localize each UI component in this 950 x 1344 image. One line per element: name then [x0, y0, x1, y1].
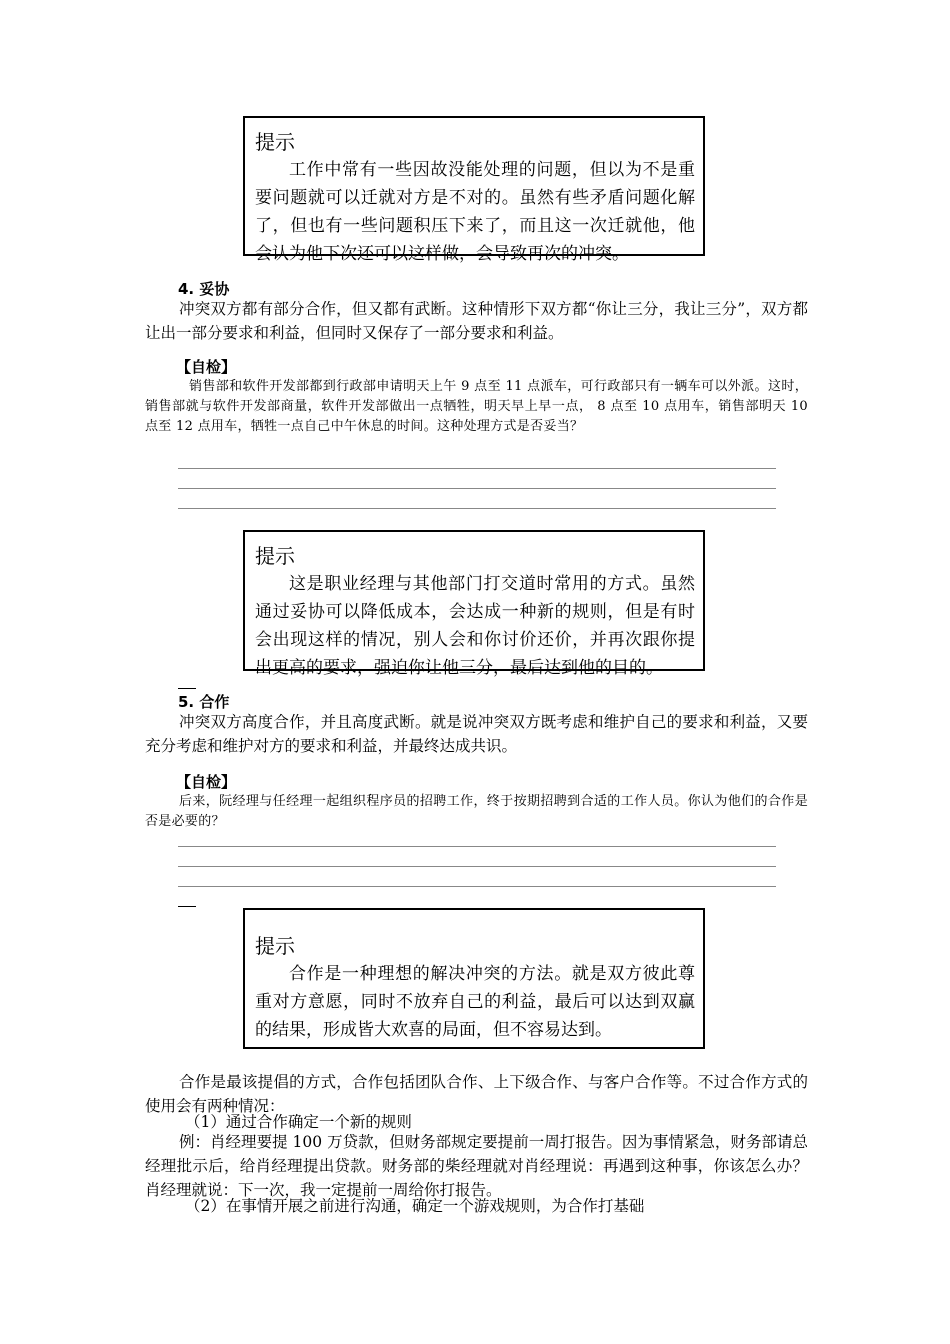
section-heading-cooperation: 5. 合作 — [178, 693, 230, 711]
section-heading-compromise: 4. 妥协 — [178, 280, 230, 298]
selfcheck-text: 后来，阮经理与任经理一起组织程序员的招聘工作，终于按期招聘到合适的工作人员。你认为他们的合作是否是必要的？ — [145, 794, 808, 829]
closing-paragraph: 合作是最该提倡的方式，合作包括团队合作、上下级合作、与客户合作等。不过合作方式的使用会有两种情况： — [145, 1073, 808, 1115]
list-item-2: （2）在事情开展之前进行沟通，确定一个游戏规则，为合作打基础 — [185, 1197, 645, 1215]
tip-body: 这是职业经理与其他部门打交道时常用的方式。虽然通过妥协可以降低成本，会达成一种新的规则，但是有时会出现这样的情况，别人会和你讨价还价，并再次跟你提出更高的要求，强迫你让他三分，最后达到他的目的。 — [255, 574, 695, 678]
divider-mark — [178, 906, 196, 907]
tip-body: 合作是一种理想的解决冲突的方法。就是双方彼此尊重对方意愿，同时不放弃自己的利益，最后可以达到双赢的结果，形成皆大欢喜的局面，但不容易达到。 — [255, 964, 695, 1040]
selfcheck-text: 销售部和软件开发部都到行政部申请明天上午 9 点至 11 点派车，可行政部只有一辆车可以外派。这时，销售部就与软件开发部商量，软件开发部做出一点牺牲，明天早上早一点， 8 点至 10 点用车，销售部明天 10 点至 12 点用车，牺牲一点自己中午休息的时间。这种处理方式是否妥当？ — [145, 379, 808, 434]
tip-title: 提示 — [255, 934, 295, 958]
answer-line[interactable] — [178, 866, 776, 867]
tip-box-3 — [243, 908, 705, 1049]
section-paragraph: 冲突双方高度合作，并且高度武断。就是说冲突双方既考虑和维护自己的要求和利益，又要充分考虑和维护对方的要求和利益，并最终达成共识。 — [145, 713, 808, 755]
tip-box-1 — [243, 116, 705, 264]
tip-box-2 — [243, 530, 705, 678]
selfcheck-label: 【自检】 — [176, 773, 237, 791]
answer-line[interactable] — [178, 886, 776, 887]
list-item-1: （1）通过合作确定一个新的规则 — [185, 1113, 412, 1131]
example-paragraph: 例：肖经理要提 100 万贷款，但财务部规定要提前一周打报告。因为事情紧急，财务部请总经理批示后，给肖经理提出贷款。财务部的柴经理就对肖经理说：再遇到这种事，你该怎么办？肖经理就说：下一次，我一定提前一周给你打报告。 — [145, 1133, 808, 1199]
answer-line[interactable] — [178, 508, 776, 509]
answer-line[interactable] — [178, 488, 776, 489]
tip-body: 工作中常有一些因故没能处理的问题，但以为不是重要问题就可以迁就对方是不对的。虽然有些矛盾问题化解了，但也有一些问题积压下来了，而且这一次迁就他，他会认为他下次还可以这样做，会导致再次的冲突。 — [255, 160, 695, 264]
answer-line[interactable] — [178, 468, 776, 469]
answer-line[interactable] — [178, 846, 776, 847]
tip-title: 提示 — [255, 544, 295, 568]
selfcheck-label: 【自检】 — [176, 358, 237, 376]
section-paragraph: 冲突双方都有部分合作，但又都有武断。这种情形下双方都“你让三分，我让三分”，双方都让出一部分要求和利益，但同时又保存了一部分要求和利益。 — [145, 300, 808, 342]
tip-title: 提示 — [255, 130, 295, 154]
divider-mark — [178, 688, 196, 689]
